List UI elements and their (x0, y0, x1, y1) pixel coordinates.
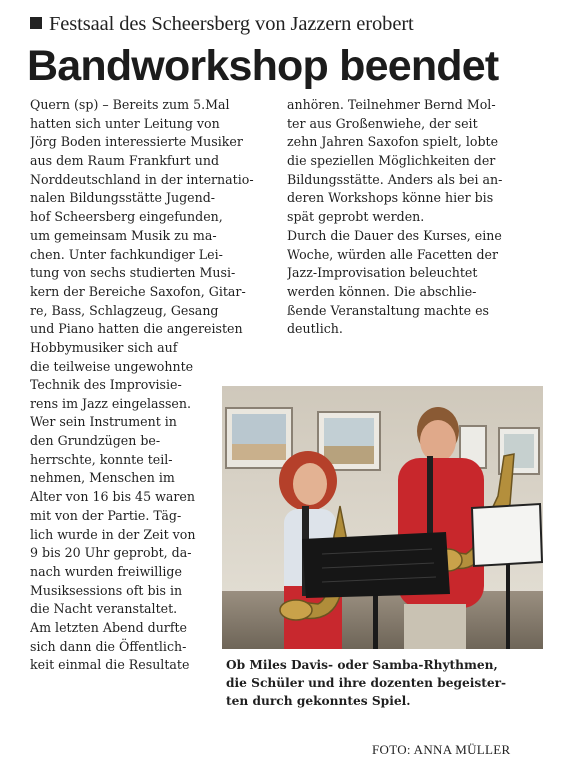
article-text-line: die Nacht veranstaltet. (30, 601, 178, 617)
article-text-line: zehn Jahren Saxofon spielt, lobte (287, 134, 499, 150)
caption-line: die Schüler und ihre dozenten begeister- (226, 676, 507, 690)
article-column-left (30, 96, 272, 376)
article-text-line: Norddeutschland in der internatio- (30, 171, 254, 187)
article-text-line: um gemeinsam Musik zu ma- (30, 227, 217, 243)
article-text-line: Am letzten Abend durfte (30, 619, 187, 635)
article-text-line: lich wurde in der Zeit von (30, 526, 196, 542)
article-text-line: Hobbymusiker sich auf (30, 339, 178, 355)
article-text-line: Woche, würden alle Facetten der (287, 246, 498, 262)
kicker-square-icon (30, 17, 42, 29)
article-text-line: Jörg Boden interessierte Musiker (30, 134, 243, 150)
article-text-line: Jazz-Improvisation beleuchtet (287, 265, 478, 281)
article-text-line: rens im Jazz eingelassen. (30, 395, 191, 411)
article-column-right (287, 96, 539, 339)
article-text-line: keit einmal die Resultate (30, 657, 190, 673)
article-text-line: kern der Bereiche Saxofon, Gitar- (30, 283, 246, 299)
article-text-line: deren Workshops könne hier bis (287, 190, 494, 206)
article-text-line: werden können. Die abschlie- (287, 283, 477, 299)
photo-illustration (222, 386, 543, 649)
kicker (30, 13, 414, 36)
article-text-line: Wer sein Instrument in (30, 414, 177, 430)
caption-line: ten durch gekonntes Spiel. (226, 694, 411, 708)
article-text-line: chen. Unter fachkundiger Lei- (30, 246, 223, 262)
article-text-line: Musiksessions oft bis in (30, 582, 183, 598)
article-text-line: tung von sechs studierten Musi- (30, 265, 236, 281)
article-text-line: deutlich. (287, 321, 343, 337)
article-photo (222, 386, 543, 649)
article-text-line: Alter von 16 bis 45 waren (30, 489, 195, 505)
article-text-line: ter aus Großenwiehe, der seit (287, 115, 478, 131)
article-column-left-narrow (30, 376, 215, 675)
article-text-line: den Grundzügen be- (30, 433, 161, 449)
kicker-text: Festsaal des Scheersberg von Jazzern erobert (49, 13, 414, 35)
article-text-line: mit von der Partie. Täg- (30, 507, 182, 523)
article-text-line: und Piano hatten die angereisten (30, 321, 243, 337)
article-text-line: ßende Veranstaltung machte es (287, 302, 489, 318)
article-text-line: hof Scheersberg eingefunden, (30, 209, 223, 225)
article-text-line: hatten sich unter Leitung von (30, 115, 220, 131)
caption-line: Ob Miles Davis- oder Samba-Rhythmen, (226, 658, 498, 672)
article-text-line: nehmen, Menschen im (30, 470, 175, 486)
photo-caption (226, 656, 546, 710)
article-text-line: nalen Bildungsstätte Jugend- (30, 190, 216, 206)
article-text-line: Technik des Improvisie- (30, 377, 182, 392)
article-text-line: re, Bass, Schlagzeug, Gesang (30, 302, 219, 318)
article-text-line: sich dann die Öffentlich- (30, 638, 187, 654)
article-text-line: Quern (sp) – Bereits zum 5.Mal (30, 97, 230, 112)
article-text-line: aus dem Raum Frankfurt und (30, 153, 220, 169)
article-text-line: herrschte, konnte teil- (30, 451, 173, 467)
article-text-line: die teilweise ungewohnte (30, 358, 194, 374)
article-text-line: nach wurden freiwillige (30, 563, 182, 579)
article-text-line: spät geprobt werden. (287, 209, 425, 225)
article-text-line: die speziellen Möglichkeiten der (287, 153, 496, 169)
photo-credit: FOTO: ANNA MÜLLER (372, 742, 511, 757)
article-text-line: 9 bis 20 Uhr geprobt, da- (30, 545, 192, 561)
article-text-line: anhören. Teilnehmer Bernd Mol- (287, 97, 496, 112)
article-text-line: Durch die Dauer des Kurses, eine (287, 227, 502, 243)
headline: Bandworkshop beendet (27, 42, 499, 90)
article-text-line: Bildungsstätte. Anders als bei an- (287, 171, 503, 187)
